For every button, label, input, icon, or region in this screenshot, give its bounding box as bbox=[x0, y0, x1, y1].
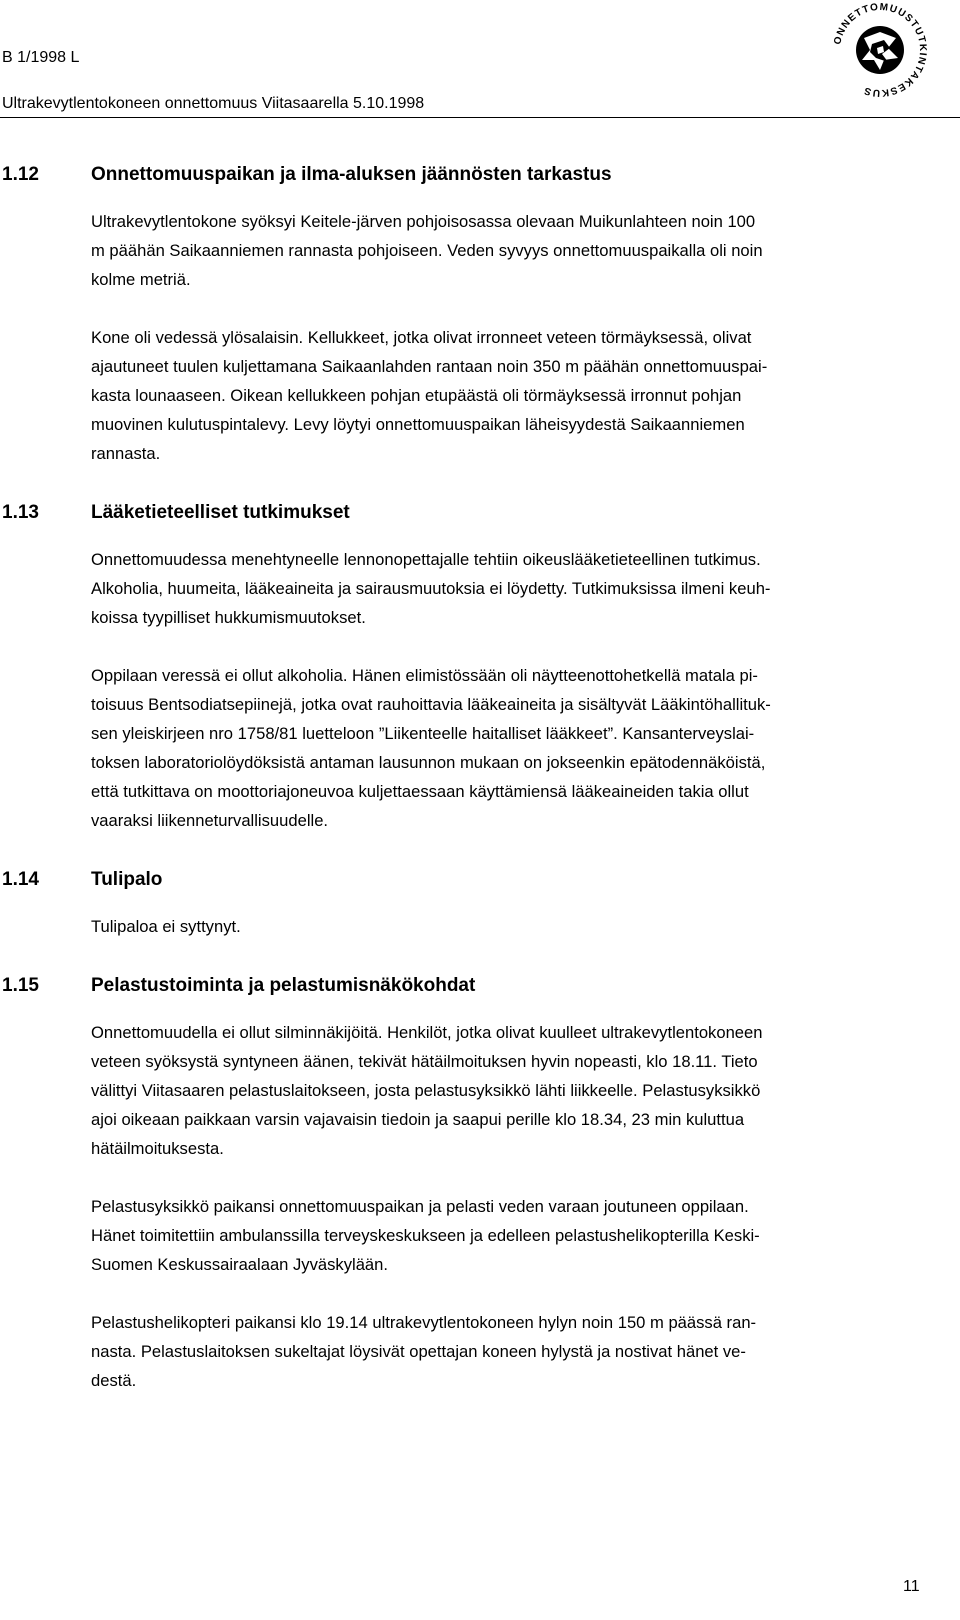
paragraph bbox=[91, 912, 921, 941]
text-line: rannasta. bbox=[91, 444, 161, 463]
section-number: 1.13 bbox=[2, 502, 39, 523]
section-title: Onnettomuuspaikan ja ilma-aluksen jäännösten tarkastus bbox=[91, 164, 612, 185]
paragraph bbox=[91, 323, 921, 468]
text-line: kasta lounaaseen. Oikean kellukkeen pohjan etupäästä oli törmäyksessä irronnut pohjan bbox=[91, 386, 742, 405]
paragraph bbox=[91, 661, 921, 835]
paragraph bbox=[91, 207, 921, 294]
text-line: Onnettomuudella ei ollut silminnäkijöitä. Henkilöt, jotka olivat kuulleet ultrakevytlentokoneen bbox=[91, 1023, 763, 1042]
text-line: hätäilmoituksesta. bbox=[91, 1139, 224, 1158]
text-line: m päähän Saikaanniemen rannasta pohjoiseen. Veden syvyys onnettomuuspaikalla oli noin bbox=[91, 241, 763, 260]
section-heading-1-15 bbox=[0, 971, 960, 1001]
text-line: vaaraksi liikenneturvallisuudelle. bbox=[91, 811, 329, 830]
text-line: kolme metriä. bbox=[91, 270, 191, 289]
text-line: Hänet toimitettiin ambulanssilla terveyskeskukseen ja edelleen pelastushelikopterilla Keski- bbox=[91, 1226, 760, 1245]
section-heading-1-12 bbox=[0, 160, 960, 190]
text-line: destä. bbox=[91, 1371, 137, 1390]
agency-logo bbox=[830, 0, 930, 100]
text-line: Alkoholia, huumeita, lääkeaineita ja sairausmuutoksia ei löydetty. Tutkimuksissa ilmeni keuh- bbox=[91, 579, 771, 598]
header-divider bbox=[0, 117, 960, 118]
section-title: Tulipalo bbox=[91, 869, 163, 890]
section-title: Lääketieteelliset tutkimukset bbox=[91, 502, 350, 523]
report-title: Ultrakevytlentokoneen onnettomuus Viitasaarella 5.10.1998 bbox=[2, 95, 425, 112]
text-line: ajautuneet tuulen kuljettamana Saikaanlahden rantaan noin 350 m päähän onnettomuuspai- bbox=[91, 357, 768, 376]
text-line: Pelastushelikopteri paikansi klo 19.14 ultrakevytlentokoneen hylyn noin 150 m päässä ran- bbox=[91, 1313, 757, 1332]
text-line: koissa tyypilliset hukkumismuutokset. bbox=[91, 608, 366, 627]
text-line: sen yleiskirjeen nro 1758/81 luetteloon ”Liikenteelle haitalliset lääkkeet”. Kansanterveyslai- bbox=[91, 724, 755, 743]
text-line: Onnettomuudessa menehtyneelle lennonopettajalle tehtiin oikeuslääketieteellinen tutkimus. bbox=[91, 550, 761, 569]
page-header bbox=[0, 0, 960, 120]
paragraph bbox=[91, 545, 921, 632]
text-line: Kone oli vedessä ylösalaisin. Kellukkeet, jotka olivat irronneet veteen törmäyksessä, olivat bbox=[91, 328, 752, 347]
section-number: 1.12 bbox=[2, 164, 39, 185]
text-line: nasta. Pelastuslaitoksen sukeltajat löysivät opettajan koneen hylystä ja nostivat hänet ve- bbox=[91, 1342, 746, 1361]
section-heading-1-13 bbox=[0, 498, 960, 528]
text-line: Pelastusyksikkö paikansi onnettomuuspaikan ja pelasti veden varaan joutuneen oppilaan. bbox=[91, 1197, 749, 1216]
text-line: Suomen Keskussairaalaan Jyväskylään. bbox=[91, 1255, 389, 1274]
svg-text:ONNETTOMUUSTUTKINTAKESKUS: ONNETTOMUUSTUTKINTAKESKUS bbox=[832, 1, 929, 99]
text-line: toisuus Bentsodiatsepiinejä, jotka ovat rauhoittavia lääkeaineita ja sisältyvät Lääkintöhallituk- bbox=[91, 695, 771, 714]
text-line: muovinen kulutuspintalevy. Levy löytyi onnettomuuspaikan läheisyydestä Saikaanniemen bbox=[91, 415, 745, 434]
logo-emblem bbox=[856, 26, 904, 74]
document-body bbox=[0, 160, 960, 1395]
paragraph bbox=[91, 1192, 921, 1279]
text-line: Ultrakevytlentokone syöksyi Keitele-järven pohjoisosassa olevaan Muikunlahteen noin 100 bbox=[91, 212, 756, 231]
text-line: Oppilaan veressä ei ollut alkoholia. Hänen elimistössään oli näytteenottohetkellä matala pi- bbox=[91, 666, 758, 685]
text-line: veteen syöksystä syntyneen äänen, tekivät hätäilmoituksen hyvin nopeasti, klo 18.11. Tieto bbox=[91, 1052, 758, 1071]
report-code: B 1/1998 L bbox=[2, 49, 80, 66]
text-line: ajoi oikeaan paikkaan varsin vajavaisin tiedoin ja saapui perille klo 18.34, 23 min kuluttua bbox=[91, 1110, 745, 1129]
text-line: toksen laboratoriolöydöksistä antaman lausunnon mukaan on jokseenkin epätodennäköistä, bbox=[91, 753, 766, 772]
paragraph bbox=[91, 1018, 921, 1163]
section-number: 1.14 bbox=[2, 869, 39, 890]
section-number: 1.15 bbox=[2, 975, 39, 996]
text-line: että tutkittava on moottoriajoneuvoa kuljettaessaan käyttämiensä lääkeaineiden takia ollut bbox=[91, 782, 749, 801]
paragraph bbox=[91, 1308, 921, 1395]
section-heading-1-14 bbox=[0, 865, 960, 895]
text-line: välittyi Viitasaaren pelastuslaitokseen, josta pelastusyksikkö lähti liikkeelle. Pelastusyksikkö bbox=[91, 1081, 761, 1100]
section-title: Pelastustoiminta ja pelastumisnäkökohdat bbox=[91, 975, 476, 996]
text-line: Tulipaloa ei syttynyt. bbox=[91, 917, 241, 936]
page-number: 11 bbox=[903, 1578, 920, 1595]
